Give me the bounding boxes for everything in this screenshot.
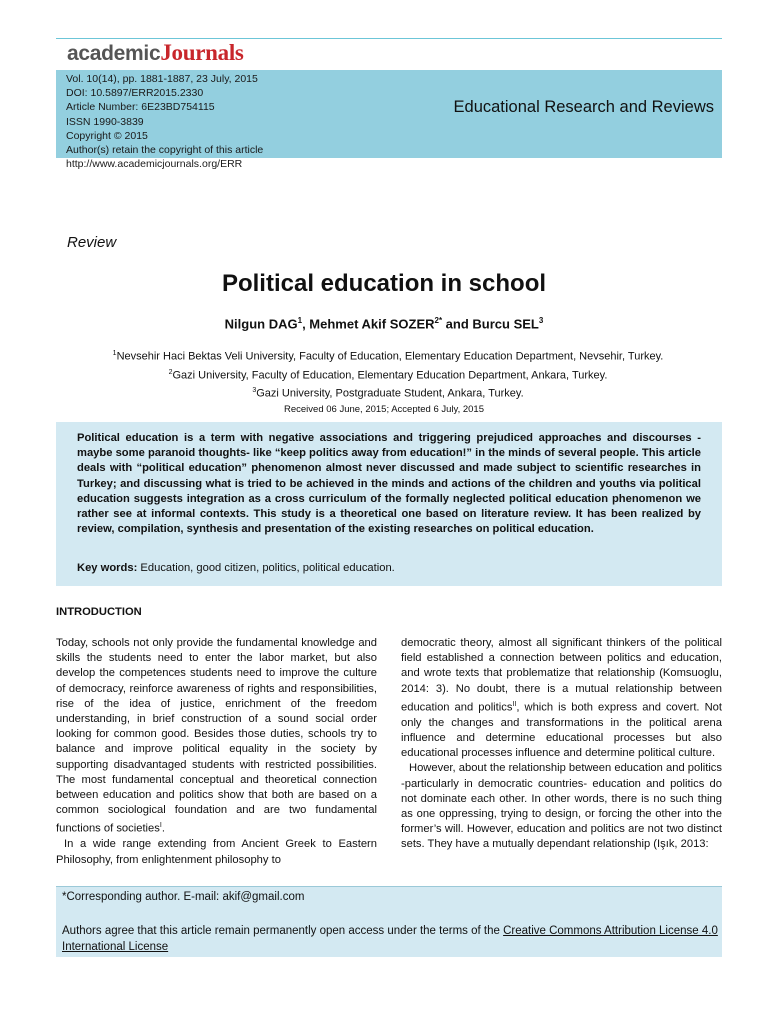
meta-article-number: Article Number: 6E23BD754115 — [66, 101, 215, 114]
author-affil-mark: 1 — [297, 316, 303, 325]
keywords — [77, 562, 395, 574]
meta-volume: Vol. 10(14), pp. 1881-1887, 23 July, 2015 — [66, 73, 258, 85]
license-link[interactable]: Creative Commons Attribution License 4.0 International License — [62, 925, 718, 953]
affiliation-1 — [0, 346, 768, 365]
author-name: Nilgun DAG — [224, 316, 298, 332]
affil-text: Nevsehir Haci Bektas Veli University, Faculty of Education, Elementary Education Department, Nevsehir, Turkey. — [116, 350, 664, 363]
logo-academic: academic — [67, 42, 161, 65]
license-text: Authors agree that this article remain permanently open access under the terms of the — [62, 925, 504, 937]
footer-box — [56, 886, 722, 957]
corresponding-author: *Corresponding author. E-mail: akif@gmail.com — [62, 891, 305, 903]
affil-mark: 3 — [252, 387, 257, 395]
meta-copyright: Copyright © 2015 — [66, 129, 148, 142]
author-affil-mark: 2* — [434, 316, 443, 325]
license-note — [62, 923, 718, 955]
endnote-mark: II — [512, 700, 517, 708]
paragraph-text: democratic theory, almost all significant thinkers of the political field established a connection between politics and education, and wrote texts that problematize that relationship (Komsuoglu, 2014: 3). No doubt, there is a mutual relationship between education and politics — [401, 637, 722, 714]
paragraph-text-end: , which is both express and covert. Not only the changes and transformations in the political arena influence and determine educational processes but also educational processes influence and determine political culture. — [401, 701, 722, 760]
author-list — [0, 316, 768, 331]
abstract-text: Political education is a term with negative associations and triggering prejudiced approaches and discourses -maybe some paranoid thoughts- like “keep politics away from education!” in the minds of several people. This article deals with “political education” phenomenon almost never discussed and made subject to scientific researches in Turkey; and discussing what is tried to be achieved in the minds and actions of the children and youths via political education suggests integration as a cross curriculum of the formally neglected political education phenomenon we rather see at informal contexts. This study is a theoretical one based on literature review. It has been realized by review, compilation, synthesis and presentation of the existing researches on political education. — [77, 432, 701, 536]
paragraph-text-end: . — [161, 823, 165, 836]
affil-text: Gazi University, Faculty of Education, Elementary Education Department, Ankara, Turkey. — [172, 369, 608, 382]
affiliation-3 — [0, 383, 768, 402]
article-title: Political education in school — [221, 270, 547, 297]
abstract-box — [56, 422, 722, 586]
author-affil-mark: 3 — [538, 316, 544, 325]
author-name: Mehmet Akif SOZER — [309, 316, 435, 332]
body-column-left — [56, 636, 377, 868]
author-name: Burcu SEL — [472, 316, 539, 332]
meta-rights: Author(s) retain the copyright of this article — [66, 144, 264, 157]
paragraph — [401, 636, 722, 761]
top-rule — [56, 38, 722, 39]
meta-url[interactable]: http://www.academicjournals.org/ERR — [66, 158, 243, 171]
meta-doi: DOI: 10.5897/ERR2015.2330 — [66, 87, 204, 100]
affil-mark: 2 — [168, 368, 173, 376]
keywords-text: Education, good citizen, politics, political education. — [137, 562, 395, 574]
article-metadata — [66, 72, 263, 171]
publisher-logo — [67, 40, 244, 66]
paragraph-text: Today, schools not only provide the fundamental knowledge and skills the students need to enter the labor market, but also develop the competences students need to improve the culture of democracy, reinforce awareness of rights and responsibilities, rise of the idea of justice, enrichment of the freedom understanding, in brief construction of a sound social order looking for common good. Besides those duties, schools try to balance and improve political equality in the society by supporting disadvantaged students with restricted possibilities. The most fundamental conceptual and theoretical connection between education and politics show that both are based on a common sociological foundation and are two fundamental functions of societies — [56, 637, 377, 836]
keywords-label: Key words: — [77, 562, 138, 574]
affiliations — [0, 346, 768, 402]
author-separator: , — [302, 316, 310, 332]
journal-name: Educational Research and Reviews — [453, 98, 714, 116]
affiliation-2 — [0, 365, 768, 384]
paragraph — [56, 636, 377, 837]
endnote-mark: I — [159, 822, 162, 830]
affil-text: Gazi University, Postgraduate Student, Ankara, Turkey. — [256, 387, 524, 400]
article-info-box — [56, 70, 722, 171]
meta-issn: ISSN 1990-3839 — [66, 115, 144, 128]
paragraph: In a wide range extending from Ancient Greek to Eastern Philosophy, from enlightenment philosophy to — [56, 838, 377, 866]
affil-mark: 1 — [112, 350, 117, 357]
author-separator: and — [442, 316, 473, 332]
paragraph: However, about the relationship between education and politics -particularly in democratic countries- education and politics do not dominate each other. In other words, there is no such thing as one oppressing, trying to design, or forcing the other into the former’s will. However, education and politics are not two distinct sets. They have a mutually dependant relationship (Işık, 2013: — [401, 762, 722, 851]
received-dates: Received 06 June, 2015; Accepted 6 July, 2015 — [284, 404, 484, 415]
article-type: Review — [67, 234, 117, 251]
section-heading: INTRODUCTION — [56, 606, 142, 618]
body-column-right — [401, 636, 722, 853]
logo-journals: Journals — [160, 40, 244, 65]
